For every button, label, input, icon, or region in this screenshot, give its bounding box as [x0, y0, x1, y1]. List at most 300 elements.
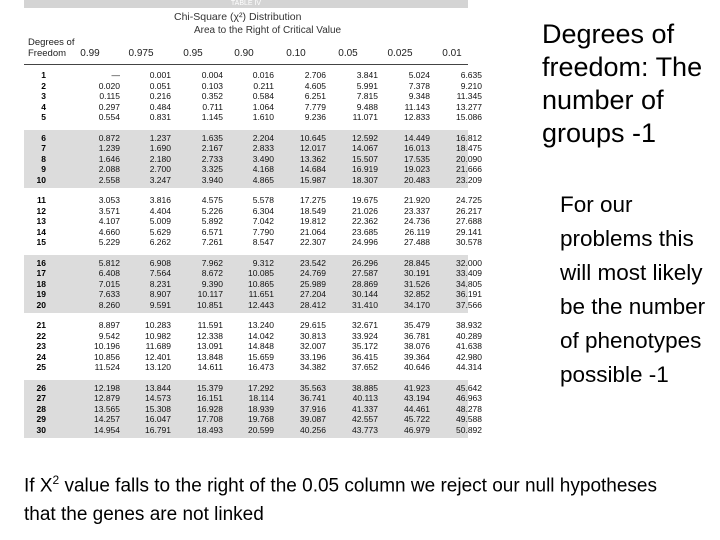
- dof-cell: 7: [41, 143, 46, 153]
- dof-cell: 14: [36, 226, 46, 237]
- critical-value-cell: 28.412: [300, 299, 326, 310]
- column-header: 0.95: [183, 48, 203, 59]
- critical-value-cell: 46.979: [404, 424, 430, 435]
- critical-value-cell: 1.239: [98, 143, 120, 153]
- dof-cell: 20: [36, 299, 46, 310]
- critical-value-cell: 24.996: [352, 237, 378, 247]
- dof-cell: 15: [36, 237, 46, 247]
- critical-value-cell: 22.307: [300, 237, 326, 247]
- critical-value-cell: 14.954: [94, 424, 120, 435]
- critical-value-cell: 13.240: [248, 320, 274, 330]
- critical-value-cell: 30.578: [456, 237, 482, 247]
- critical-value-cell: 14.573: [145, 393, 171, 403]
- critical-value-cell: 18.475: [456, 143, 482, 153]
- critical-value-cell: 33.409: [456, 268, 482, 278]
- critical-value-cell: 0.020: [98, 80, 120, 91]
- critical-value-cell: 17.292: [248, 382, 274, 393]
- column-header: 0.975: [128, 48, 154, 59]
- critical-value-cell: 5.009: [149, 216, 171, 226]
- critical-value-cell: 1.610: [252, 112, 274, 122]
- critical-value-cell: 41.923: [404, 382, 430, 393]
- table-row: [24, 320, 482, 331]
- column-header: 0.10: [286, 48, 306, 59]
- critical-value-cell: 44.461: [404, 403, 430, 414]
- critical-value-cell: 27.204: [300, 289, 326, 299]
- critical-value-cell: 30.813: [300, 330, 326, 341]
- dof-cell: 18: [36, 278, 46, 289]
- table-row: [24, 393, 482, 404]
- table-row: [24, 91, 482, 102]
- dof-cell: 23: [36, 341, 46, 351]
- critical-value-cell: 2.088: [98, 164, 120, 174]
- critical-value-cell: 2.167: [201, 143, 223, 153]
- dof-cell: 10: [36, 174, 46, 185]
- critical-value-cell: 7.261: [201, 237, 223, 247]
- critical-value-cell: 19.812: [300, 216, 326, 226]
- table-row: [24, 237, 482, 248]
- dof-cell: 11: [37, 195, 46, 205]
- critical-value-cell: 9.542: [98, 330, 120, 341]
- critical-value-cell: 1.635: [201, 132, 223, 143]
- critical-value-cell: 27.488: [404, 237, 430, 247]
- table-row: [24, 153, 482, 165]
- critical-value-cell: 5.812: [98, 257, 120, 268]
- critical-value-cell: 40.646: [404, 362, 430, 372]
- dof-cell: 16: [36, 257, 46, 268]
- critical-value-cell: 28.845: [404, 257, 430, 268]
- critical-value-cell: 11.591: [197, 320, 223, 330]
- critical-value-cell: 10.117: [197, 289, 223, 299]
- critical-value-cell: 1.646: [98, 153, 120, 164]
- critical-value-cell: 30.191: [404, 268, 430, 278]
- critical-value-cell: 30.144: [352, 289, 378, 299]
- critical-value-cell: 36.191: [456, 289, 482, 299]
- critical-value-cell: 2.733: [201, 153, 223, 164]
- critical-value-cell: 1.690: [149, 143, 171, 153]
- critical-value-cell: 44.314: [456, 362, 482, 372]
- critical-value-cell: 0.115: [99, 91, 120, 101]
- critical-value-cell: 13.277: [456, 101, 482, 112]
- critical-value-cell: 23.685: [352, 226, 378, 237]
- critical-value-cell: 12.198: [94, 382, 120, 393]
- critical-value-cell: 16.791: [145, 424, 171, 435]
- table-row: [24, 195, 482, 206]
- critical-value-cell: 15.507: [352, 153, 378, 164]
- critical-value-cell: 0.831: [149, 112, 171, 122]
- table-row: [24, 403, 482, 415]
- critical-value-cell: 11.524: [94, 362, 120, 372]
- critical-value-cell: 16.928: [197, 403, 223, 414]
- critical-value-cell: 0.103: [201, 80, 223, 91]
- critical-value-cell: 5.578: [252, 195, 274, 205]
- rejection-note: [24, 466, 684, 529]
- critical-value-cell: 2.833: [252, 143, 274, 153]
- critical-value-cell: 13.844: [145, 382, 171, 393]
- critical-value-cell: 18.939: [248, 403, 274, 414]
- dof-cell: 21: [36, 320, 46, 330]
- critical-value-cell: 9.348: [408, 91, 430, 101]
- critical-value-cell: 10.085: [248, 268, 274, 278]
- critical-value-cell: 40.289: [456, 330, 482, 341]
- dof-cell: 6: [41, 132, 46, 143]
- critical-value-cell: 10.283: [145, 320, 171, 330]
- critical-value-cell: 29.141: [456, 226, 482, 237]
- critical-value-cell: 9.591: [149, 299, 171, 310]
- critical-value-cell: 28.869: [352, 278, 378, 289]
- dof-cell: 29: [36, 414, 46, 424]
- table-row: [24, 424, 482, 436]
- column-header: 0.90: [234, 48, 254, 59]
- critical-value-cell: 26.119: [404, 226, 430, 237]
- table-row: [24, 289, 482, 300]
- critical-value-cell: 5.629: [149, 226, 171, 237]
- critical-value-cell: 3.816: [149, 195, 171, 205]
- critical-value-cell: 27.688: [456, 216, 482, 226]
- critical-value-cell: 12.879: [94, 393, 120, 403]
- critical-value-cell: 13.120: [145, 362, 171, 372]
- rejection-note-superscript: 2: [52, 473, 60, 487]
- critical-value-cell: 42.980: [456, 351, 482, 362]
- critical-value-cell: 7.378: [408, 80, 430, 91]
- table-subtitle: Area to the Right of Critical Value: [194, 25, 342, 36]
- critical-value-cell: 8.547: [252, 237, 274, 247]
- critical-value-cell: 16.013: [404, 143, 430, 153]
- dof-cell: 28: [36, 403, 46, 414]
- critical-value-cell: 14.848: [248, 341, 274, 351]
- critical-value-cell: 15.086: [456, 112, 482, 122]
- critical-value-cell: 3.571: [98, 205, 120, 216]
- phenotype-note: For our problems this will most likely be the number of phenotypes possible -1: [560, 192, 706, 387]
- critical-value-cell: 23.209: [456, 174, 482, 185]
- critical-value-cell: 3.053: [98, 195, 120, 205]
- critical-value-cell: 34.382: [300, 362, 326, 372]
- critical-value-cell: 18.307: [352, 174, 378, 185]
- critical-value-cell: 19.675: [352, 195, 378, 205]
- critical-value-cell: 8.260: [98, 299, 120, 310]
- critical-value-cell: 14.067: [352, 143, 378, 153]
- critical-value-cell: 35.479: [404, 320, 430, 330]
- critical-value-cell: 6.304: [252, 205, 274, 216]
- critical-value-cell: 18.114: [248, 393, 274, 403]
- critical-value-cell: 0.216: [149, 91, 171, 101]
- rejection-note-post: value falls to the right of the 0.05 column we reject our null hypotheses that the genes are not linked: [24, 475, 657, 526]
- critical-value-cell: 45.642: [456, 382, 482, 393]
- table-row: [24, 101, 482, 113]
- critical-value-cell: 4.660: [98, 226, 120, 237]
- critical-value-cell: 3.490: [252, 153, 274, 164]
- dof-cell: 30: [36, 424, 46, 435]
- dof-cell: 25: [36, 362, 46, 372]
- critical-value-cell: 20.483: [404, 174, 430, 185]
- critical-value-cell: 16.047: [145, 414, 171, 424]
- dof-cell: 24: [36, 351, 46, 362]
- critical-value-cell: 34.805: [456, 278, 482, 289]
- table-row: [24, 278, 482, 290]
- critical-value-cell: 15.379: [197, 382, 223, 393]
- critical-value-cell: 24.725: [456, 195, 482, 205]
- dof-cell: 12: [36, 205, 46, 216]
- critical-value-cell: 23.542: [300, 257, 326, 268]
- critical-value-cell: 12.443: [248, 299, 274, 310]
- critical-value-cell: 10.851: [197, 299, 223, 310]
- critical-value-cell: 2.706: [304, 70, 326, 80]
- critical-value-cell: 5.991: [356, 80, 378, 91]
- critical-value-cell: 14.611: [197, 362, 223, 372]
- critical-value-cell: 16.151: [197, 393, 223, 403]
- critical-value-cell: 5.892: [201, 216, 223, 226]
- critical-value-cell: 35.563: [300, 382, 326, 393]
- critical-value-cell: 23.337: [404, 205, 430, 216]
- dof-cell: 22: [36, 330, 46, 341]
- critical-value-cell: 33.196: [300, 351, 326, 362]
- critical-value-cell: 26.217: [456, 205, 482, 216]
- dof-cell: 13: [36, 216, 46, 226]
- critical-value-cell: 20.599: [248, 424, 274, 435]
- critical-value-cell: 12.017: [300, 143, 326, 153]
- dof-cell: 9: [41, 164, 46, 174]
- critical-value-cell: 0.001: [149, 70, 171, 80]
- critical-value-cell: 15.987: [300, 174, 326, 185]
- header-rule: [24, 64, 468, 65]
- critical-value-cell: 4.107: [98, 216, 120, 226]
- table-row: [24, 216, 482, 227]
- critical-value-cell: 19.768: [248, 414, 274, 424]
- critical-value-cell: 13.091: [197, 341, 223, 351]
- critical-value-cell: 43.773: [352, 424, 378, 435]
- critical-value-cell: 24.769: [300, 268, 326, 278]
- table-header-bar: [24, 0, 468, 8]
- critical-value-cell: 37.566: [456, 299, 482, 310]
- critical-value-cell: 0.004: [201, 70, 223, 80]
- critical-value-cell: 7.633: [98, 289, 120, 299]
- critical-value-cell: —: [111, 70, 120, 80]
- dof-note: Degrees of freedom: The number of groups -1: [542, 19, 703, 148]
- critical-value-cell: 10.982: [145, 330, 171, 341]
- critical-value-cell: 9.488: [356, 101, 378, 112]
- critical-value-cell: 14.684: [300, 164, 326, 174]
- critical-value-cell: 21.920: [404, 195, 430, 205]
- critical-value-cell: 24.736: [404, 216, 430, 226]
- critical-value-cell: 0.872: [98, 132, 120, 143]
- critical-value-cell: 40.256: [300, 424, 326, 435]
- critical-value-cell: 13.848: [197, 351, 223, 362]
- dof-cell: 27: [36, 393, 46, 403]
- dof-column-header: Degrees of Freedom: [28, 37, 75, 59]
- table-row: [24, 362, 482, 373]
- critical-value-cell: 9.312: [252, 257, 274, 268]
- rejection-note-pre: If X: [24, 475, 53, 497]
- critical-value-cell: 11.689: [145, 341, 171, 351]
- critical-value-cell: 6.635: [460, 70, 482, 80]
- critical-value-cell: 26.296: [352, 257, 378, 268]
- critical-value-cell: 11.651: [248, 289, 274, 299]
- critical-value-cell: 3.247: [149, 174, 171, 185]
- critical-value-cell: 1.237: [149, 132, 171, 143]
- critical-value-cell: 7.815: [356, 91, 378, 101]
- critical-value-cell: 17.535: [404, 153, 430, 164]
- critical-value-cell: 3.940: [201, 174, 223, 185]
- critical-value-cell: 12.592: [352, 132, 378, 143]
- critical-value-cell: 48.278: [456, 403, 482, 414]
- critical-value-cell: 4.404: [149, 205, 171, 216]
- critical-value-cell: 2.558: [98, 174, 120, 185]
- critical-value-cell: 13.565: [94, 403, 120, 414]
- table-row: [24, 164, 482, 175]
- dof-cell: 5: [41, 112, 46, 122]
- critical-value-cell: 0.016: [252, 70, 274, 80]
- critical-value-cell: 41.337: [352, 403, 378, 414]
- critical-value-cell: 4.605: [304, 80, 326, 91]
- critical-value-cell: 29.615: [300, 320, 326, 330]
- dof-cell: 19: [36, 289, 46, 299]
- critical-value-cell: 7.962: [201, 257, 223, 268]
- critical-value-cell: 32.000: [456, 257, 482, 268]
- critical-value-cell: 9.236: [304, 112, 326, 122]
- critical-value-cell: 3.325: [201, 164, 223, 174]
- critical-value-cell: 20.090: [456, 153, 482, 164]
- table-row: [24, 174, 482, 186]
- critical-value-cell: 10.865: [248, 278, 274, 289]
- table-title: Chi-Square (χ²) Distribution: [174, 11, 302, 23]
- critical-value-cell: 17.708: [197, 414, 223, 424]
- critical-value-cell: 36.415: [352, 351, 378, 362]
- critical-value-cell: 14.449: [404, 132, 430, 143]
- critical-value-cell: 12.833: [404, 112, 430, 122]
- critical-value-cell: 34.170: [404, 299, 430, 310]
- critical-value-cell: 31.526: [404, 278, 430, 289]
- critical-value-cell: 0.484: [149, 101, 171, 112]
- critical-value-cell: 10.856: [94, 351, 120, 362]
- critical-value-cell: 43.194: [404, 393, 430, 403]
- critical-value-cell: 22.362: [352, 216, 378, 226]
- critical-value-cell: 14.042: [248, 330, 274, 341]
- critical-value-cell: 46.963: [456, 393, 482, 403]
- critical-value-cell: 8.672: [201, 268, 223, 278]
- critical-value-cell: 38.885: [352, 382, 378, 393]
- critical-value-cell: 6.262: [149, 237, 171, 247]
- critical-value-cell: 49.588: [456, 414, 482, 424]
- column-header: 0.05: [338, 48, 358, 59]
- dof-cell: 26: [36, 382, 46, 393]
- critical-value-cell: 39.364: [404, 351, 430, 362]
- critical-value-cell: 36.781: [404, 330, 430, 341]
- dof-cell: 8: [41, 153, 46, 164]
- critical-value-cell: 2.180: [149, 153, 171, 164]
- critical-value-cell: 25.989: [300, 278, 326, 289]
- critical-value-cell: 8.907: [149, 289, 171, 299]
- critical-value-cell: 10.196: [94, 341, 120, 351]
- column-header: 0.99: [80, 48, 100, 59]
- critical-value-cell: 5.024: [408, 70, 430, 80]
- critical-value-cell: 7.015: [98, 278, 120, 289]
- critical-value-cell: 35.172: [352, 341, 378, 351]
- critical-value-cell: 6.571: [201, 226, 223, 237]
- critical-value-cell: 5.226: [201, 205, 223, 216]
- critical-value-cell: 42.557: [352, 414, 378, 424]
- critical-value-cell: 12.401: [145, 351, 171, 362]
- table-row: [24, 132, 482, 144]
- dof-cell: 2: [41, 80, 46, 91]
- critical-value-cell: 0.584: [252, 91, 274, 101]
- critical-value-cell: 36.741: [300, 393, 326, 403]
- table-row: [24, 351, 482, 363]
- table-row: [24, 382, 482, 394]
- critical-value-cell: 3.841: [356, 70, 378, 80]
- critical-value-cell: 16.473: [248, 362, 274, 372]
- critical-value-cell: 31.410: [352, 299, 378, 310]
- critical-value-cell: 1.145: [201, 112, 223, 122]
- critical-value-cell: 32.671: [352, 320, 378, 330]
- table-row: [24, 330, 482, 342]
- chi-square-table: [24, 0, 482, 437]
- critical-value-cell: 6.251: [304, 91, 326, 101]
- critical-value-cell: 14.257: [94, 414, 120, 424]
- critical-value-cell: 0.051: [149, 80, 171, 91]
- critical-value-cell: 41.638: [456, 341, 482, 351]
- critical-value-cell: 9.210: [460, 80, 482, 91]
- critical-value-cell: 38.076: [404, 341, 430, 351]
- dof-cell: 1: [41, 70, 46, 80]
- critical-value-cell: 11.345: [456, 91, 482, 101]
- critical-value-cell: 4.865: [252, 174, 274, 185]
- critical-value-cell: 18.493: [197, 424, 223, 435]
- table-row: [24, 112, 482, 123]
- critical-value-cell: 11.143: [404, 101, 430, 112]
- critical-value-cell: 2.700: [149, 164, 171, 174]
- critical-value-cell: 0.297: [98, 101, 120, 112]
- critical-value-cell: 6.408: [98, 268, 120, 278]
- critical-value-cell: 1.064: [252, 101, 274, 112]
- critical-value-cell: 0.352: [201, 91, 223, 101]
- critical-value-cell: 15.659: [248, 351, 274, 362]
- critical-value-cell: 7.042: [252, 216, 274, 226]
- critical-value-cell: 50.892: [456, 424, 482, 435]
- critical-value-cell: 37.652: [352, 362, 378, 372]
- critical-value-cell: 39.087: [300, 414, 326, 424]
- critical-value-cell: 37.916: [300, 403, 326, 414]
- critical-value-cell: 16.919: [352, 164, 378, 174]
- critical-value-cell: 0.711: [202, 101, 223, 112]
- critical-value-cell: 13.362: [300, 153, 326, 164]
- critical-value-cell: 0.211: [253, 80, 274, 91]
- table-row: [24, 143, 482, 154]
- critical-value-cell: 17.275: [300, 195, 326, 205]
- critical-value-cell: 21.026: [352, 205, 378, 216]
- column-header: 0.01: [442, 48, 462, 59]
- critical-value-cell: 8.897: [98, 320, 120, 330]
- critical-value-cell: 33.924: [352, 330, 378, 341]
- critical-value-cell: 15.308: [145, 403, 171, 414]
- critical-value-cell: 7.779: [304, 101, 326, 112]
- critical-value-cell: 7.564: [149, 268, 171, 278]
- critical-value-cell: 27.587: [352, 268, 378, 278]
- table-row: [24, 205, 482, 217]
- critical-value-cell: 12.338: [197, 330, 223, 341]
- critical-value-cell: 21.666: [456, 164, 482, 174]
- critical-value-cell: 32.007: [300, 341, 326, 351]
- critical-value-cell: 10.645: [300, 132, 326, 143]
- critical-value-cell: 9.390: [201, 278, 223, 289]
- critical-value-cell: 19.023: [404, 164, 430, 174]
- critical-value-cell: 5.229: [98, 237, 120, 247]
- critical-value-cell: 45.722: [404, 414, 430, 424]
- critical-value-cell: 0.554: [98, 112, 120, 122]
- table-row: [24, 70, 482, 81]
- critical-value-cell: 18.549: [300, 205, 326, 216]
- dof-cell: 4: [41, 101, 46, 112]
- critical-value-cell: 8.231: [149, 278, 171, 289]
- column-header: 0.025: [387, 48, 413, 59]
